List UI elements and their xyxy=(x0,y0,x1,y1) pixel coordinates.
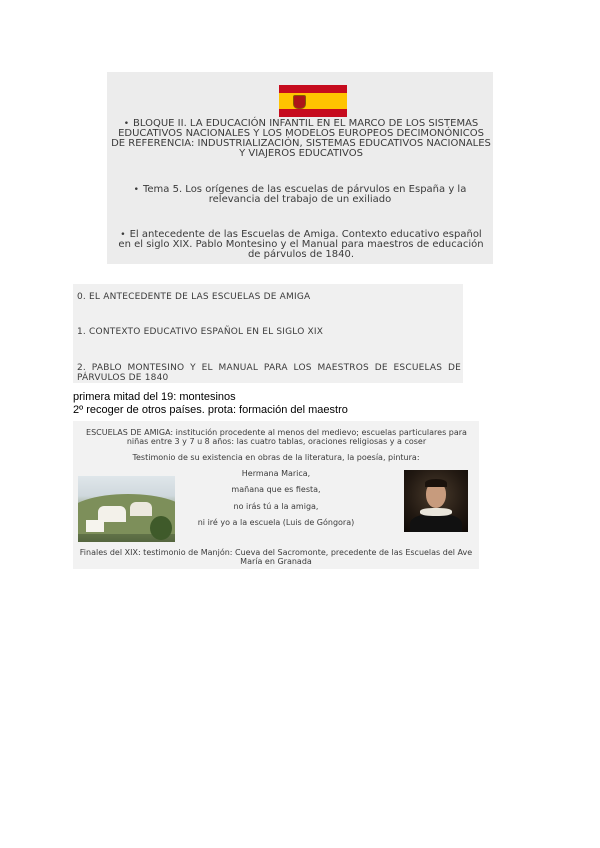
poem-line: Hermana Marica, xyxy=(241,469,311,478)
spain-flag-icon xyxy=(279,85,347,117)
outline-item: 0. EL ANTECEDENTE DE LAS ESCUELAS DE AMIGA xyxy=(77,292,311,302)
testimonio-line: Testimonio de su existencia en obras de la literatura, la poesía, pintura: xyxy=(132,453,420,462)
slide-title xyxy=(107,72,493,264)
note-line: 2º recoger de otros países. prota: formación del maestro xyxy=(73,404,348,416)
poem-line: no irás tú a la amiga, xyxy=(233,502,319,511)
slide-escuelas-amiga xyxy=(73,421,479,569)
outline-item: 2. PABLO MONTESINO Y EL MANUAL PARA LOS MAESTROS DE ESCUELAS DE PÁRVULOS DE 1840 xyxy=(77,363,461,383)
note-line: primera mitad del 19: montesinos xyxy=(73,391,236,403)
tema-heading: • Tema 5. Los orígenes de las escuelas de párvulos en España y la relevancia del trabajo de un exiliado xyxy=(133,184,467,205)
outline-item: 1. CONTEXTO EDUCATIVO ESPAÑOL EN EL SIGLO XIX xyxy=(77,327,324,337)
gongora-portrait xyxy=(404,470,468,532)
slide-outline xyxy=(73,284,463,383)
manjon-footnote: Finales del XIX: testimonio de Manjón: Cueva del Sacromonte, precedente de las Escuelas del Ave María en Granada xyxy=(79,548,473,566)
antecedente-heading: • El antecedente de las Escuelas de Amiga. Contexto educativo español en el siglo XIX. Pablo Montesino y el Manual para maestros de educación de párvulos de 1840. xyxy=(118,229,484,260)
poem-line: ni iré yo a la escuela (Luis de Góngora) xyxy=(197,518,355,527)
bloque-heading: • BLOQUE II. LA EDUCACIÓN INFANTIL EN EL MARCO DE LOS SISTEMAS EDUCATIVOS NACIONALES Y LOS MODELOS EUROPEOS DECIMONÓNICOS DE REFERENCIA: INDUSTRIALIZACIÓN, SISTEMAS EDUCATIVOS NACIONALES Y VIAJEROS EDUCATIVOS xyxy=(111,118,491,159)
poem-line: mañana que es fiesta, xyxy=(231,485,321,494)
escuelas-amiga-definition: ESCUELAS DE AMIGA: institución procedente al menos del medievo; escuelas particulares para niñas entre 3 y 7 u 8 años: las cuatro tablas, oraciones religiosas y a coser xyxy=(86,428,467,446)
